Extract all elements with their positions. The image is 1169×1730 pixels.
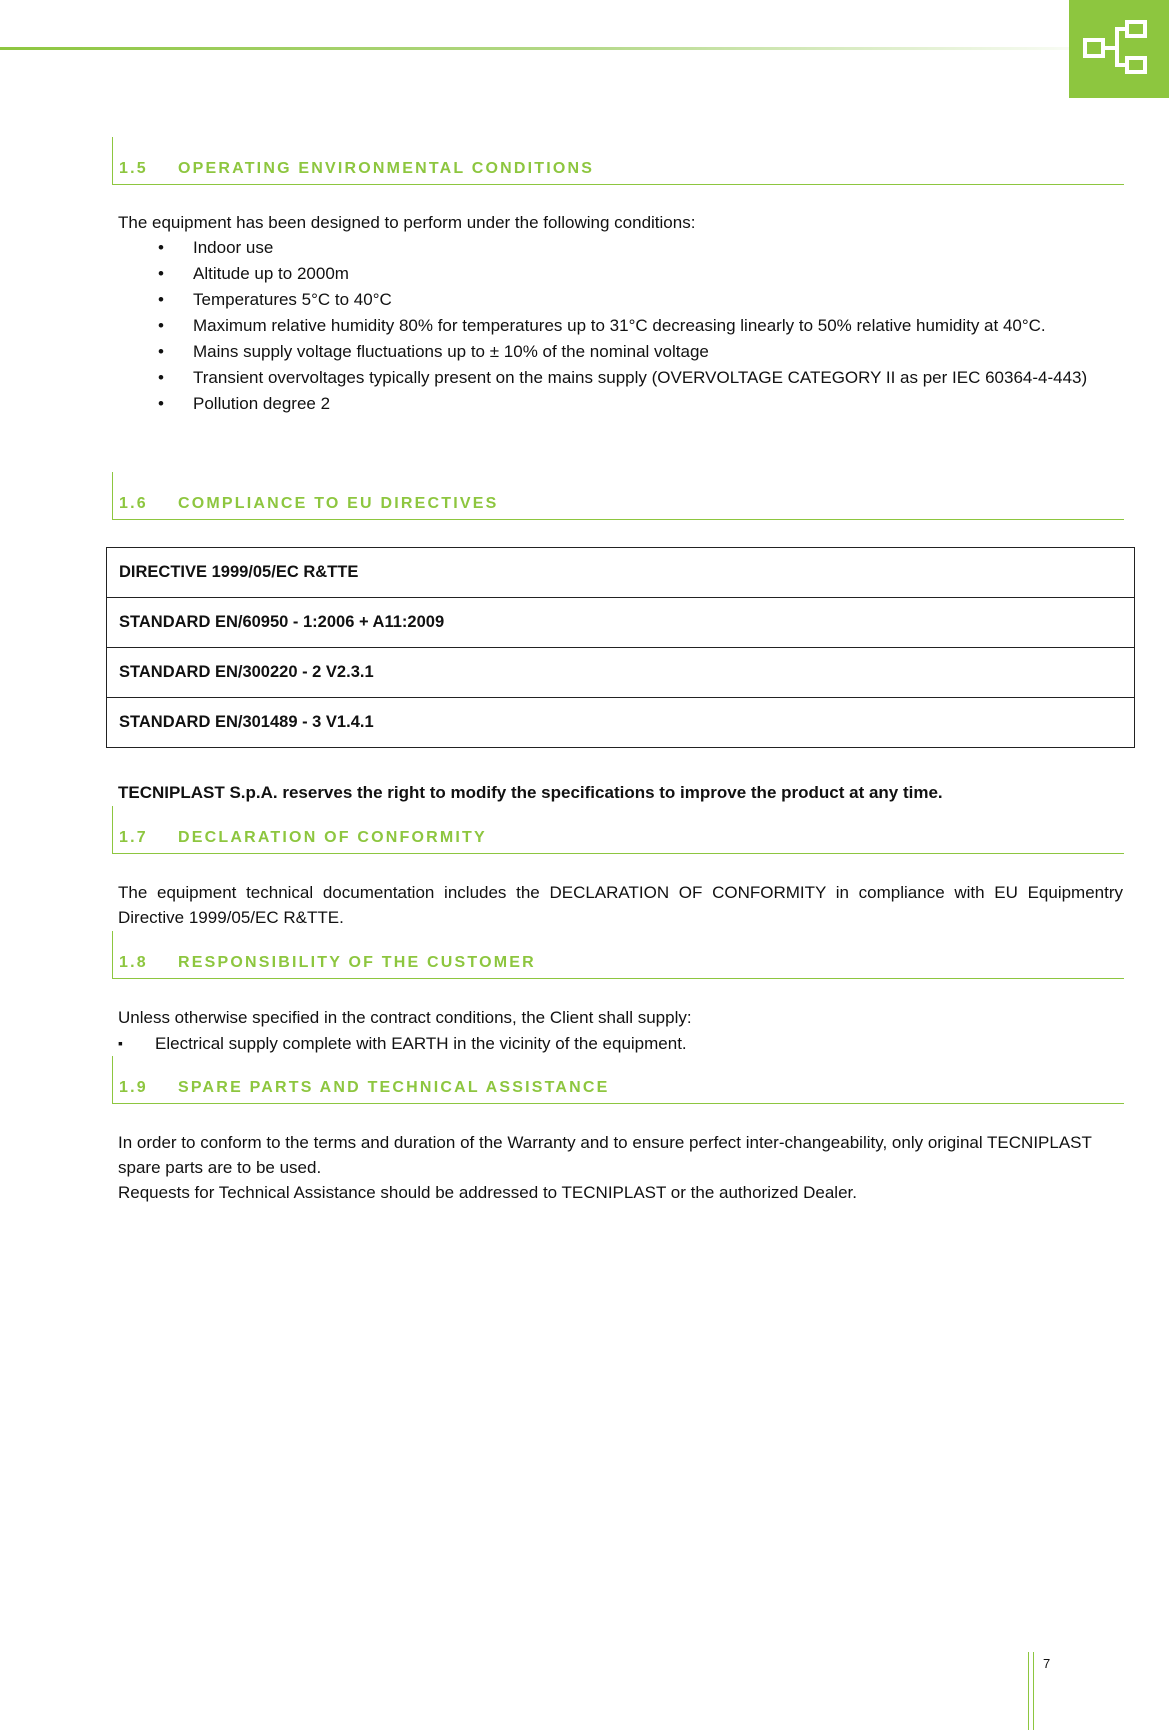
table-row [107, 598, 1135, 648]
page-number-rule [1028, 1652, 1034, 1730]
section-heading-1-6 [112, 472, 1124, 520]
brand-logo [1069, 0, 1169, 98]
table-cell: STANDARD EN/60950 - 1:2006 + A11:2009 [107, 598, 1135, 648]
table-row [107, 648, 1135, 698]
section-title: DECLARATION OF CONFORMITY [178, 829, 487, 846]
customer-responsibility-intro: Unless otherwise specified in the contract conditions, the Client shall supply: [118, 1008, 692, 1027]
list-item: • Indoor use [158, 238, 274, 257]
section-number: 1.9 [119, 1079, 148, 1096]
page-number: 7 [1043, 1656, 1051, 1671]
directives-table [106, 547, 1135, 748]
section-number: 1.7 [119, 829, 148, 846]
section-title: COMPLIANCE TO EU DIRECTIVES [178, 495, 499, 512]
list-item: • Transient overvoltages typically present on the mains supply (OVERVOLTAGE CATEGORY II as per IEC 60364-4-443) [158, 368, 1088, 387]
operating-conditions-list [118, 236, 1123, 418]
bullet-icon: • [158, 342, 164, 361]
list-item: • Temperatures 5°C to 40°C [158, 290, 392, 309]
table-cell: STANDARD EN/301489 - 3 V1.4.1 [107, 698, 1135, 748]
list-item: • Pollution degree 2 [158, 394, 331, 413]
section-heading-1-8 [112, 931, 1124, 979]
network-nodes-icon [1083, 18, 1155, 80]
list-item: • Altitude up to 2000m [158, 264, 349, 283]
section-title: OPERATING ENVIRONMENTAL CONDITIONS [178, 160, 595, 177]
declaration-body: The equipment technical documentation includes the DECLARATION OF CONFORMITY in compliance with EU Equipmentry Directive 1999/05/EC R&TTE. [118, 883, 1123, 927]
section-number: 1.8 [119, 954, 148, 971]
section-number: 1.5 [119, 160, 148, 177]
square-bullet-icon: ▪ [118, 1035, 123, 1051]
bullet-icon: • [158, 316, 164, 335]
technical-assistance-body: Requests for Technical Assistance should be addressed to TECNIPLAST or the authorized Dealer. [118, 1183, 857, 1202]
bullet-icon: • [158, 394, 164, 413]
section-title: SPARE PARTS AND TECHNICAL ASSISTANCE [178, 1079, 610, 1096]
list-item: • Maximum relative humidity 80% for temperatures up to 31°C decreasing linearly to 50% relative humidity at 40°C. [158, 316, 1046, 335]
section-title: RESPONSIBILITY OF THE CUSTOMER [178, 954, 536, 971]
section-heading-1-7 [112, 806, 1124, 854]
table-cell: STANDARD EN/300220 - 2 V2.3.1 [107, 648, 1135, 698]
table-row [107, 548, 1135, 598]
bullet-icon: • [158, 238, 164, 257]
table-row [107, 698, 1135, 748]
spare-parts-body: In order to conform to the terms and duration of the Warranty and to ensure perfect inter-changeability, only original TECNIPLAST spare parts are to be used. [118, 1133, 1092, 1177]
list-item: Electrical supply complete with EARTH in the vicinity of the equipment. [155, 1034, 687, 1053]
header-rule [0, 47, 1075, 50]
bullet-icon: • [158, 290, 164, 309]
table-cell: DIRECTIVE 1999/05/EC R&TTE [107, 548, 1135, 598]
specifications-note: TECNIPLAST S.p.A. reserves the right to modify the specifications to improve the product at any time. [118, 783, 943, 802]
section-number: 1.6 [119, 495, 148, 512]
section-heading-1-5 [112, 137, 1124, 185]
list-item: • Mains supply voltage fluctuations up to ± 10% of the nominal voltage [158, 342, 709, 361]
section-heading-1-9 [112, 1056, 1124, 1104]
bullet-icon: • [158, 264, 164, 283]
operating-conditions-intro: The equipment has been designed to perform under the following conditions: [118, 213, 696, 232]
bullet-icon: • [158, 368, 164, 387]
